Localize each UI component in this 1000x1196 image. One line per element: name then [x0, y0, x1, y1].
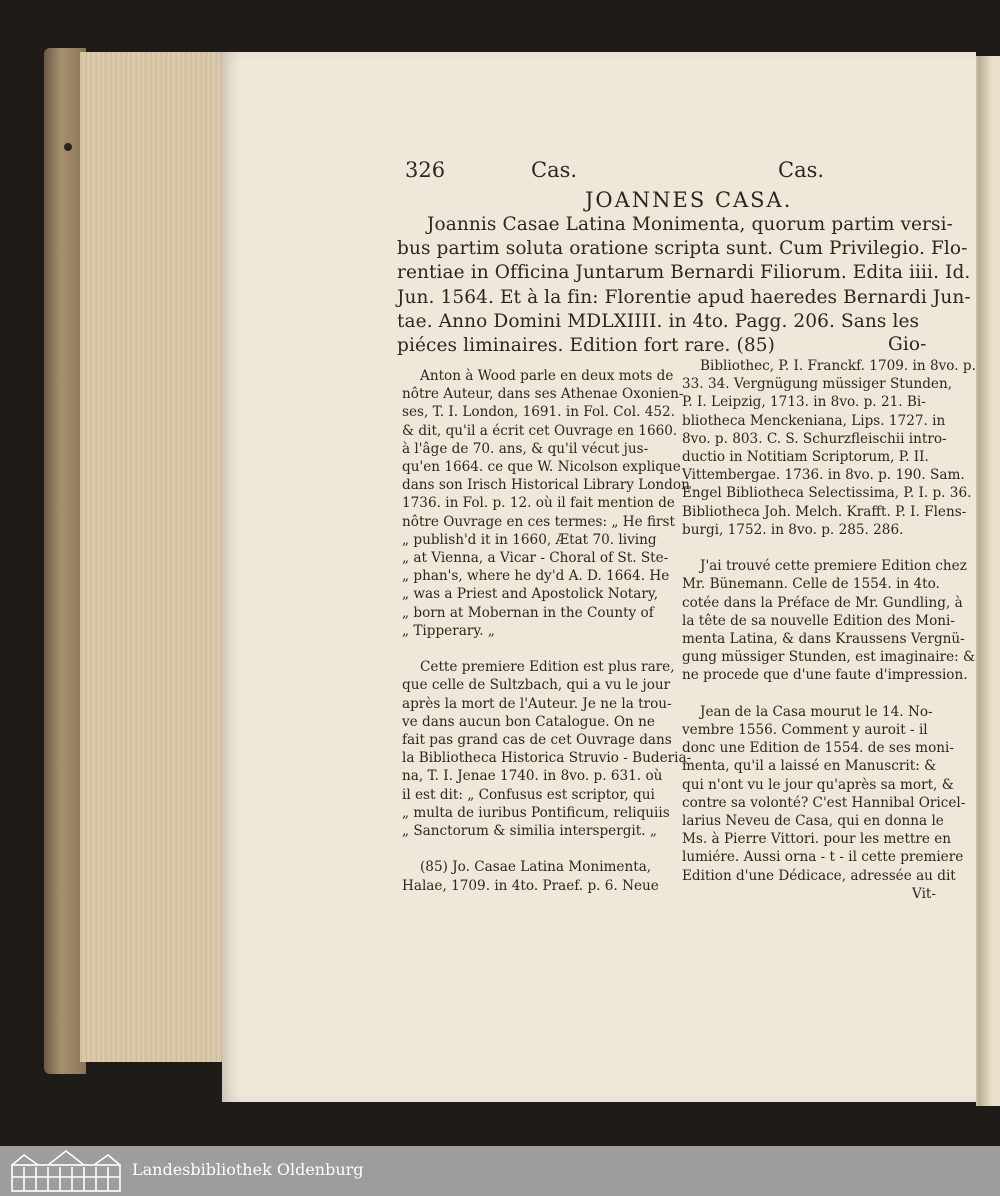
left-column-line: na, T. I. Jenae 1740. in 8vo. p. 631. où — [402, 768, 663, 785]
right-column-line: Engel Bibliotheca Selectissima, P. I. p. 36. — [682, 485, 972, 502]
left-column-line: (85) Jo. Casae Latina Monimenta, — [420, 859, 652, 876]
left-column-line: ve dans aucun bon Catalogue. On ne — [402, 713, 655, 730]
page-number: 326 — [405, 158, 446, 182]
right-column-line: Mr. Bünemann. Celle de 1554. in 4to. — [682, 576, 940, 593]
right-column-line: 33. 34. Vergnügung müssiger Stunden, — [682, 376, 953, 393]
right-column-line: P. I. Leipzig, 1713. in 8vo. p. 21. Bi- — [682, 394, 926, 411]
right-column-line: lumiére. Aussi orna - t - il cette premiere — [682, 849, 964, 866]
left-column-line: à l'âge de 70. ans, & qu'il vécut jus- — [402, 440, 649, 457]
right-column-line: vembre 1556. Comment y auroit - il — [682, 722, 928, 738]
right-column-line: larius Neveu de Casa, qui en donna le — [682, 813, 944, 829]
left-column-line: nôtre Auteur, dans ses Athenae Oxonien- — [402, 386, 684, 403]
left-column-line: nôtre Ouvrage en ces termes: „ He first — [402, 513, 675, 530]
entry-line: Joannis Casae Latina Monimenta, quorum partim versi- — [427, 214, 953, 235]
right-column-line: Bibliotheca Joh. Melch. Krafft. P. I. Flens- — [682, 503, 967, 520]
book-page — [222, 52, 976, 1102]
right-column-line: Jean de la Casa mourut le 14. No- — [700, 703, 933, 720]
catchword-top: Gio- — [888, 334, 927, 355]
right-column-line: Vittembergae. 1736. in 8vo. p. 190. Sam. — [682, 467, 965, 484]
library-name: Landesbibliothek Oldenburg — [132, 1160, 364, 1179]
entry-line: piéces liminaires. Edition fort rare. (85) — [397, 335, 775, 356]
right-column-line: qui n'ont vu le jour qu'après sa mort, & — [682, 776, 954, 793]
right-column-line: cotée dans la Préface de Mr. Gundling, à — [682, 594, 963, 611]
left-column-line: que celle de Sultzbach, qui a vu le jour — [402, 677, 671, 694]
left-column-line: Halae, 1709. in 4to. Praef. p. 6. Neue — [402, 877, 659, 894]
right-column-line: contre sa volonté? C'est Hannibal Oricel- — [682, 794, 966, 811]
right-column-line: burgi, 1752. in 8vo. p. 285. 286. — [682, 521, 904, 538]
left-column-line: „ Sanctorum & similia interspergit. „ — [402, 823, 657, 839]
right-column-line: menta Latina, & dans Kraussens Vergnü- — [682, 631, 965, 647]
right-column-line: Vit- — [912, 885, 936, 902]
facing-page-edge — [976, 56, 1000, 1106]
page-edges — [80, 52, 224, 1062]
entry-line: bus partim soluta oratione scripta sunt. Cum Privilegio. Flo- — [397, 238, 968, 260]
right-column-line: J'ai trouvé cette premiere Edition chez — [700, 558, 967, 575]
left-column-line: Cette premiere Edition est plus rare, — [420, 659, 675, 676]
entry-line: tae. Anno Domini MDLXIIII. in 4to. Pagg. 206. Sans les — [397, 310, 920, 332]
left-column-line: „ phan's, where he dy'd A. D. 1664. He — [402, 568, 670, 585]
left-column-line: après la mort de l'Auteur. Je ne la trou- — [402, 695, 672, 712]
right-column-line: ne procede que d'une faute d'impression. — [682, 667, 968, 684]
left-column-line: ses, T. I. London, 1691. in Fol. Col. 452. — [402, 404, 675, 421]
left-column-line: „ multa de iuribus Pontificum, reliquiis — [402, 804, 670, 821]
right-column-line: ductio in Notitiam Scriptorum, P. II. — [682, 449, 929, 465]
right-column-line: Edition d'une Dédicace, adressée au dit — [682, 867, 956, 884]
left-column-line: & dit, qu'il a écrit cet Ouvrage en 1660. — [402, 422, 678, 439]
right-column-line: la tête de sa nouvelle Edition des Moni- — [682, 612, 955, 629]
right-column-line: menta, qu'il a laissé en Manuscrit: & — [682, 758, 937, 775]
left-column-line: „ at Vienna, a Vicar - Choral of St. Ste- — [402, 550, 669, 566]
left-column-line: 1736. in Fol. p. 12. où il fait mention de — [402, 495, 675, 512]
left-column-line: „ was a Priest and Apostolick Notary, — [402, 586, 659, 603]
left-column-line: fait pas grand cas de cet Ouvrage dans — [402, 732, 672, 748]
right-column-line: bliotheca Menckeniana, Lips. 1727. in — [682, 412, 946, 429]
right-column-line: Bibliothec, P. I. Franckf. 1709. in 8vo. p. — [700, 358, 976, 374]
left-column-line: dans son Irisch Historical Library London — [402, 477, 690, 494]
entry-title: JOANNES CASA. — [585, 188, 793, 212]
footer-bar — [0, 1146, 1000, 1196]
right-column-line: donc une Edition de 1554. de ses moni- — [682, 740, 954, 757]
left-column-line: la Bibliotheca Historica Struvio - Buderia- — [402, 750, 692, 767]
binding-pin — [64, 143, 72, 151]
left-column-line: il est dit: „ Confusus est scriptor, qui — [402, 786, 655, 803]
entry-line: Jun. 1564. Et à la fin: Florentie apud haeredes Bernardi Jun- — [397, 286, 971, 308]
right-column-line: 8vo. p. 803. C. S. Schurzfleischii intro- — [682, 430, 947, 447]
running-head-left: Cas. — [531, 158, 578, 182]
left-column-line: „ publish'd it in 1660, Ætat 70. living — [402, 531, 657, 548]
left-column-line: „ Tipperary. „ — [402, 622, 495, 639]
running-head-right: Cas. — [778, 158, 825, 182]
left-column-line: Anton à Wood parle en deux mots de — [420, 368, 674, 384]
left-column-line: „ born at Mobernan in the County of — [402, 604, 654, 621]
right-column-line: gung müssiger Stunden, est imaginaire: & — [682, 649, 976, 666]
library-building-icon — [8, 1149, 124, 1193]
left-column-line: qu'en 1664. ce que W. Nicolson explique — [402, 459, 681, 475]
right-column-line: Ms. à Pierre Vittori. pour les mettre en — [682, 831, 952, 848]
entry-line: rentiae in Officina Juntarum Bernardi Filiorum. Edita iiii. Id. — [397, 262, 971, 284]
